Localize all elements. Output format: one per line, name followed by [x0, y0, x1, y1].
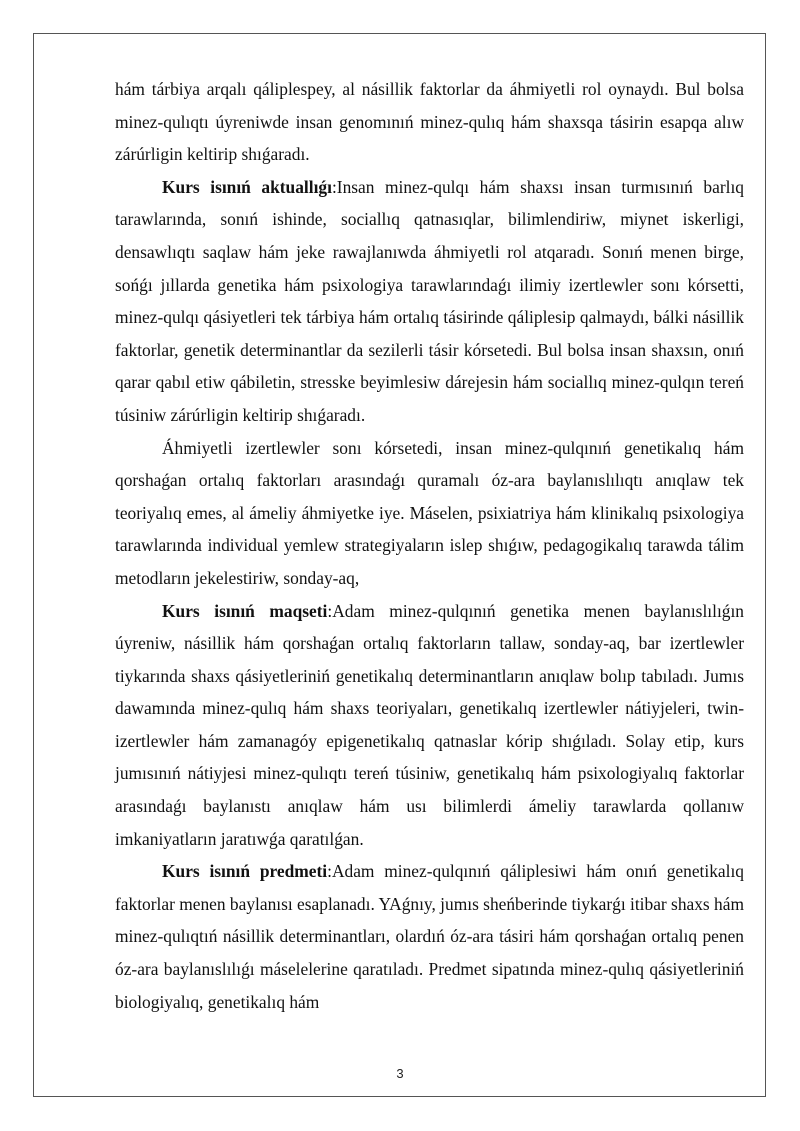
paragraph-intro-continuation	[115, 73, 744, 171]
relevance-heading: Kurs isınıń aktuallıǵı	[162, 176, 332, 197]
document-body	[115, 73, 744, 1018]
paragraph-subject	[115, 855, 744, 1018]
paragraph-text: :Adam minez-qulqınıń qáliplesiwi hám onıń genetikalıq faktorlar menen baylanısı esaplanadı. YAǵnıy, jumıs sheńberinde tiykarǵı itibar shaxs hám minez-qulıqtıń násillik determinantları, olardıń óz-ara tásiri hám qorshaǵan ortalıq penen óz-ara baylanıslılıǵı máselelerine qaratıladı. Predmet sipatında minez-qulıq qásiyetleriniń biologiyalıq, genetikalıq hám	[115, 861, 744, 1012]
paragraph-goal	[115, 595, 744, 856]
paragraph-importance	[115, 432, 744, 595]
goal-heading: Kurs isınıń maqseti	[162, 600, 328, 621]
subject-heading: Kurs isınıń predmeti	[162, 861, 328, 882]
paragraph-text: :Insan minez-qulqı hám shaxsı insan turmısınıń barlıq tarawlarında, sonıń ishinde, sociallıq qatnasıqlar, bilimlendiriw, miynet iskerligi, densawlıqtı saqlaw hám jeke rawajlanıwda áhmiyetli rol atqaradı. Sonıń menen birge, sońǵı jıllarda genetika hám psixologiya tarawlarındaǵı ilimiy izertlewler sonı kórsetti, minez-qulqı qásiyetleri tek tárbiya hám ortalıq tásirinde qáliplesip qalmaydı, bálki násillik faktorlar, genetik determinantlar da sezilerli tásir kórsetedi. Bul bolsa insan shaxsın, onıń qarar qabıl etiw qábiletin, stresske beyimlesiw dárejesin hám sociallıq minez-qulqın tereń túsiniw zárúrligin keltirip shıǵaradı.	[115, 176, 744, 425]
paragraph-relevance	[115, 171, 744, 432]
paragraph-text: :Adam minez-qulqınıń genetika menen baylanıslılıǵın úyreniw, násillik hám qorshaǵan ortalıq faktorların tallaw, sonday-aq, bar izertlewler tiykarında shaxs qásiyetleriniń genetikalıq determinantların anıqlaw bolıp tabıladı. Jumıs dawamında minez-qulıq hám shaxs teoriyaları, genetikalıq izertlewler nátiyjeleri, twin-izertlewler hám zamanagóy epigenetikalıq qatnaslar kórip shıǵıladı. Solay etip, kurs jumısınıń nátiyjesi minez-qulıqtı tereń túsiniw, genetikalıq hám psixologiyalıq faktorlar arasındaǵı baylanıstı anıqlaw hám usı bilimlerdi ámeliy tarawlarda qollanıw imkaniyatların jaratıwǵa qaratılǵan.	[115, 600, 744, 849]
page-number: 3	[396, 1066, 404, 1081]
paragraph-text: Áhmiyetli izertlewler sonı kórsetedi, insan minez-qulqınıń genetikalıq hám qorshaǵan ortalıq faktorları arasındaǵı quramalı óz-ara baylanıslılıqtı anıqlaw tek teoriyalıq emes, al ámeliy áhmiyetke iye. Máselen, psixiatriya hám klinikalıq psixologiya tarawlarında individual yemlew strategiyaların islep shıǵıw, pedagogikalıq tarawda tálim metodların jekelestiriw, sonday-aq,	[115, 437, 744, 588]
paragraph-text: hám tárbiya arqalı qáliplespey, al násillik faktorlar da áhmiyetli rol oynaydı. Bul bolsa minez-qulıqtı úyreniwde insan genomınıń minez-qulıq hám shaxsqa tásirin esapqa alıw zárúrligin keltirip shıǵaradı.	[115, 79, 744, 165]
